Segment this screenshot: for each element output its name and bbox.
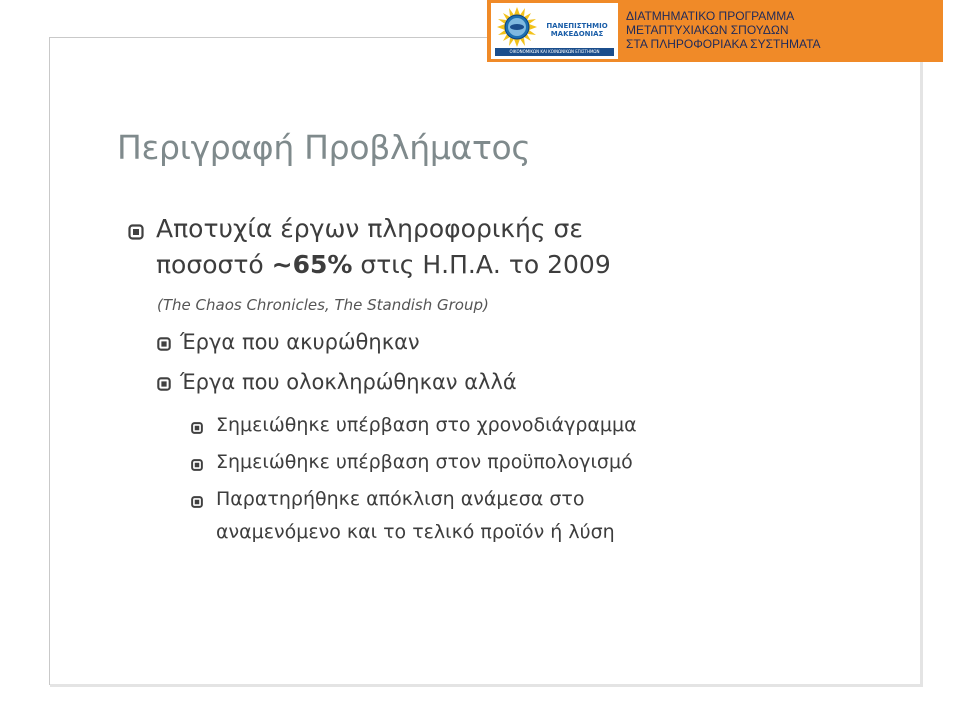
bullet-text: Αποτυχία έργων πληροφορικής σε bbox=[156, 214, 583, 243]
hollow-square-bullet-icon bbox=[191, 496, 203, 508]
hollow-square-bullet-icon bbox=[157, 337, 171, 351]
logo-name-line: ΠΑΝΕΠΙΣΤΗΜΙΟ bbox=[546, 22, 608, 30]
program-title-line: ΔΙΑΤΜΗΜΑΤΙΚΟ ΠΡΟΓΡΑΜΜΑ bbox=[626, 9, 795, 23]
bullet-text: Σημειώθηκε υπέρβαση στο χρονοδιάγραμμα bbox=[216, 414, 637, 436]
bullet-text: Σημειώθηκε υπέρβαση στον προϋπολογισμό bbox=[216, 451, 633, 473]
logo-strip: ΟΙΚΟΝΟΜΙΚΩΝ ΚΑΙ ΚΟΙΝΩΝΙΚΩΝ ΕΠΙΣΤΗΜΩΝ bbox=[495, 48, 614, 56]
hollow-square-bullet-icon bbox=[128, 224, 144, 240]
source-citation: (The Chaos Chronicles, The Standish Group) bbox=[157, 296, 489, 314]
bullet-text bbox=[156, 250, 611, 279]
hollow-square-bullet-icon bbox=[191, 459, 203, 471]
university-logo bbox=[491, 3, 618, 59]
logo-name bbox=[538, 22, 616, 38]
bullet-text-segment: στις Η.Π.Α. το 2009 bbox=[352, 250, 611, 279]
hollow-square-bullet-icon bbox=[157, 377, 171, 391]
slide-title: Περιγραφή Προβλήματος bbox=[117, 128, 531, 167]
program-title-line: ΜΕΤΑΠΤΥΧΙΑΚΩΝ ΣΠΟΥΔΩΝ bbox=[626, 23, 789, 37]
logo-name-line: ΜΑΚΕΔΟΝΙΑΣ bbox=[550, 30, 604, 38]
bullet-text: Έργα που ακυρώθηκαν bbox=[180, 330, 420, 354]
bullet-text: Έργα που ολοκληρώθηκαν αλλά bbox=[180, 370, 517, 394]
slide-shadow bbox=[920, 38, 923, 684]
program-title-line: ΣΤΑ ΠΛΗΡΟΦΟΡΙΑΚΑ ΣΥΣΤΗΜΑΤΑ bbox=[626, 37, 821, 51]
highlight-percentage: ~65% bbox=[271, 250, 353, 279]
slide-shadow bbox=[50, 684, 923, 687]
hollow-square-bullet-icon bbox=[191, 422, 203, 434]
program-title bbox=[626, 9, 938, 51]
bullet-text-segment: ποσοστό bbox=[156, 250, 272, 279]
bullet-text: Παρατηρήθηκε απόκλιση ανάμεσα στο bbox=[216, 488, 585, 510]
bullet-text: αναμενόμενο και το τελικό προϊόν ή λύση bbox=[216, 521, 615, 543]
